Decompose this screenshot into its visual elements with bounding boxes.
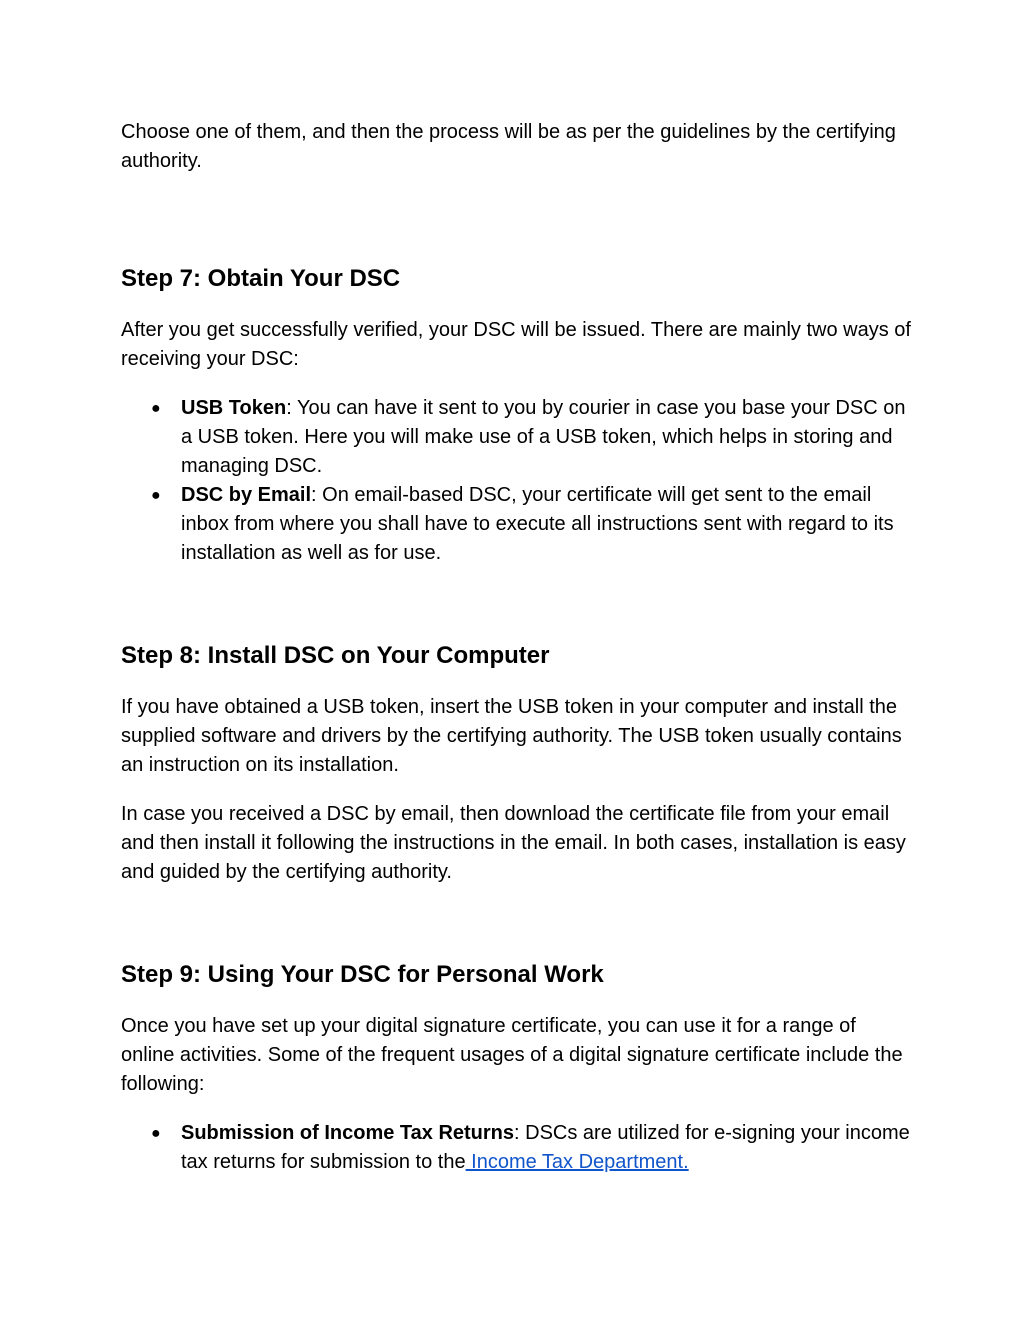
list-item-text: : DSCs are utilized for e-signing your income tax returns for submission to the bbox=[181, 1122, 910, 1173]
list-item bbox=[121, 394, 911, 481]
step7-paragraph: After you get successfully verified, your DSC will be issued. There are mainly two ways of receiving your DSC: bbox=[121, 319, 911, 370]
step9-list bbox=[121, 1119, 911, 1177]
list-item-label: Submission of Income Tax Returns bbox=[181, 1122, 515, 1144]
step7-list bbox=[121, 394, 911, 568]
list-item-label: DSC by Email bbox=[181, 484, 312, 506]
income-tax-department-link[interactable]: Income Tax Department. bbox=[465, 1151, 689, 1173]
step9-paragraph: Once you have set up your digital signature certificate, you can use it for a range of online activities. Some of the frequent usages of a digital signature certificate include the following: bbox=[121, 1015, 903, 1095]
list-item-text: : On email-based DSC, your certificate will get sent to the email inbox from where you shall have to execute all instructions sent with regard to its installation as well as for use. bbox=[181, 484, 894, 564]
step8-paragraph-1: If you have obtained a USB token, insert the USB token in your computer and install the supplied software and drivers by the certifying authority. The USB token usually contains an instruction on its installation. bbox=[121, 696, 902, 776]
step9-heading: Step 9: Using Your DSC for Personal Work bbox=[121, 961, 604, 988]
list-item-label: USB Token bbox=[181, 397, 287, 419]
step8-paragraph-2: In case you received a DSC by email, then download the certificate file from your email and then install it following the instructions in the email. In both cases, installation is easy and guided by the certifying authority. bbox=[121, 803, 906, 883]
list-item bbox=[121, 1119, 911, 1177]
bullet-icon: ● bbox=[151, 1125, 161, 1142]
bullet-icon: ● bbox=[151, 400, 161, 417]
list-item-text: : You can have it sent to you by courier in case you base your DSC on a USB token. Here you will make use of a USB token, which helps in storing and managing DSC. bbox=[181, 397, 906, 477]
step7-heading: Step 7: Obtain Your DSC bbox=[121, 265, 401, 292]
bullet-icon: ● bbox=[151, 487, 161, 504]
list-item bbox=[121, 481, 911, 568]
intro-paragraph: Choose one of them, and then the process will be as per the guidelines by the certifying authority. bbox=[121, 121, 896, 172]
document-page bbox=[121, 118, 911, 1177]
step8-heading: Step 8: Install DSC on Your Computer bbox=[121, 642, 550, 669]
